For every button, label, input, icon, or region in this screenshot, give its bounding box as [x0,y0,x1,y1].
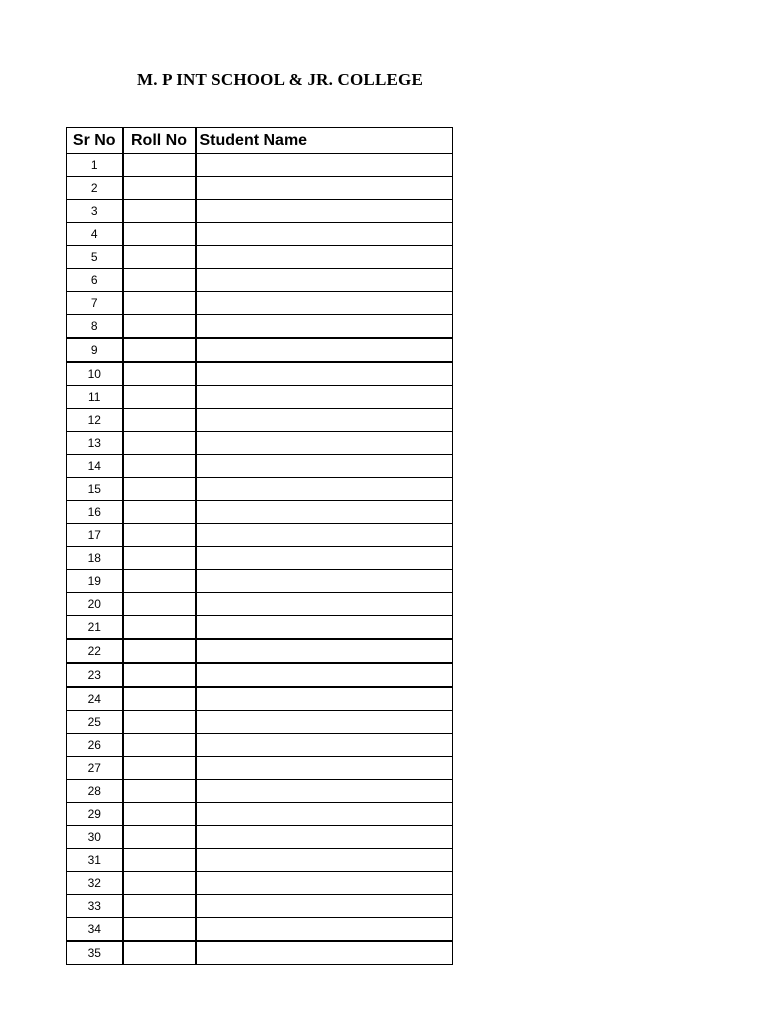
sr-no-cell: 16 [67,501,123,524]
table-row [67,338,453,362]
table-row [67,269,453,292]
student-name-cell[interactable] [196,478,453,501]
roll-no-cell[interactable] [123,362,196,386]
roll-no-cell[interactable] [123,687,196,711]
table-row [67,941,453,965]
roll-no-cell[interactable] [123,154,196,177]
student-name-cell[interactable] [196,292,453,315]
roll-no-cell[interactable] [123,246,196,269]
student-name-cell[interactable] [196,872,453,895]
table-row [67,524,453,547]
sr-no-cell: 19 [67,570,123,593]
sr-no-cell: 27 [67,757,123,780]
table-row [67,547,453,570]
roll-no-cell[interactable] [123,918,196,942]
roll-no-cell[interactable] [123,200,196,223]
student-name-cell[interactable] [196,570,453,593]
roll-no-cell[interactable] [123,803,196,826]
table-row [67,200,453,223]
student-name-cell[interactable] [196,362,453,386]
student-name-cell[interactable] [196,593,453,616]
student-name-cell[interactable] [196,338,453,362]
roll-no-cell[interactable] [123,478,196,501]
sr-no-cell: 14 [67,455,123,478]
sr-no-cell: 18 [67,547,123,570]
roll-no-cell[interactable] [123,570,196,593]
student-name-cell[interactable] [196,803,453,826]
student-name-cell[interactable] [196,223,453,246]
sr-no-cell: 23 [67,663,123,687]
roll-no-cell[interactable] [123,780,196,803]
roll-no-cell[interactable] [123,315,196,339]
table-row [67,386,453,409]
sr-no-cell: 35 [67,941,123,965]
table-row [67,315,453,339]
student-name-cell[interactable] [196,616,453,640]
table-body [67,154,453,965]
student-name-cell[interactable] [196,826,453,849]
sr-no-cell: 12 [67,409,123,432]
table-row [67,687,453,711]
table-row [67,246,453,269]
student-name-cell[interactable] [196,200,453,223]
roll-no-cell[interactable] [123,501,196,524]
student-name-cell[interactable] [196,757,453,780]
roll-no-cell[interactable] [123,269,196,292]
sr-no-cell: 7 [67,292,123,315]
sr-no-cell: 17 [67,524,123,547]
column-header-roll-no: Roll No [123,128,196,154]
roll-no-cell[interactable] [123,223,196,246]
student-name-cell[interactable] [196,918,453,942]
table-row [67,803,453,826]
table-row [67,872,453,895]
roll-no-cell[interactable] [123,941,196,965]
sr-no-cell: 20 [67,593,123,616]
table-row [67,593,453,616]
student-name-cell[interactable] [196,780,453,803]
student-name-cell[interactable] [196,849,453,872]
student-name-cell[interactable] [196,941,453,965]
roll-no-cell[interactable] [123,872,196,895]
table-row [67,918,453,942]
student-name-cell[interactable] [196,639,453,663]
table-row [67,757,453,780]
table-row [67,663,453,687]
sr-no-cell: 30 [67,826,123,849]
table-row [67,409,453,432]
sr-no-cell: 24 [67,687,123,711]
student-name-cell[interactable] [196,246,453,269]
column-header-student-name: Student Name [196,128,453,154]
sr-no-cell: 29 [67,803,123,826]
student-name-cell[interactable] [196,315,453,339]
sr-no-cell: 26 [67,734,123,757]
sr-no-cell: 28 [67,780,123,803]
roll-no-cell[interactable] [123,338,196,362]
student-name-cell[interactable] [196,547,453,570]
roll-no-cell[interactable] [123,409,196,432]
sr-no-cell: 6 [67,269,123,292]
table-row [67,570,453,593]
table-row [67,849,453,872]
roll-no-cell[interactable] [123,826,196,849]
table-row [67,455,453,478]
sr-no-cell: 4 [67,223,123,246]
table-row [67,780,453,803]
student-name-cell[interactable] [196,687,453,711]
roll-no-cell[interactable] [123,616,196,640]
table-row [67,154,453,177]
sr-no-cell: 34 [67,918,123,942]
roll-no-cell[interactable] [123,663,196,687]
roll-no-cell[interactable] [123,895,196,918]
student-name-cell[interactable] [196,711,453,734]
sr-no-cell: 2 [67,177,123,200]
student-name-cell[interactable] [196,524,453,547]
student-name-cell[interactable] [196,663,453,687]
student-roster-table [66,127,453,965]
sr-no-cell: 22 [67,639,123,663]
student-name-cell[interactable] [196,432,453,455]
student-name-cell[interactable] [196,455,453,478]
roll-no-cell[interactable] [123,524,196,547]
roll-no-cell[interactable] [123,849,196,872]
table-row [67,177,453,200]
roll-no-cell[interactable] [123,547,196,570]
student-name-cell[interactable] [196,409,453,432]
student-name-cell[interactable] [196,269,453,292]
roll-no-cell[interactable] [123,593,196,616]
roll-no-cell[interactable] [123,639,196,663]
student-name-cell[interactable] [196,501,453,524]
table-row [67,478,453,501]
roll-no-cell[interactable] [123,734,196,757]
table-row [67,826,453,849]
table-row [67,362,453,386]
roll-no-cell[interactable] [123,432,196,455]
table-row [67,711,453,734]
student-name-cell[interactable] [196,895,453,918]
roll-no-cell[interactable] [123,177,196,200]
sr-no-cell: 13 [67,432,123,455]
roll-no-cell[interactable] [123,455,196,478]
student-name-cell[interactable] [196,177,453,200]
table-row [67,292,453,315]
sr-no-cell: 8 [67,315,123,339]
column-header-sr-no: Sr No [67,128,123,154]
sr-no-cell: 15 [67,478,123,501]
table-row [67,501,453,524]
sr-no-cell: 3 [67,200,123,223]
sr-no-cell: 10 [67,362,123,386]
roll-no-cell[interactable] [123,757,196,780]
table-row [67,639,453,663]
table-row [67,616,453,640]
student-name-cell[interactable] [196,734,453,757]
student-name-cell[interactable] [196,154,453,177]
roll-no-cell[interactable] [123,386,196,409]
table-header-row [67,128,453,154]
table-row [67,432,453,455]
roll-no-cell[interactable] [123,711,196,734]
sr-no-cell: 21 [67,616,123,640]
sr-no-cell: 33 [67,895,123,918]
sr-no-cell: 25 [67,711,123,734]
sr-no-cell: 31 [67,849,123,872]
table-row [67,223,453,246]
student-name-cell[interactable] [196,386,453,409]
page-title: M. P INT SCHOOL & JR. COLLEGE [136,70,424,89]
roll-no-cell[interactable] [123,292,196,315]
table-row [67,734,453,757]
sr-no-cell: 5 [67,246,123,269]
table-row [67,895,453,918]
sr-no-cell: 11 [67,386,123,409]
sr-no-cell: 32 [67,872,123,895]
sr-no-cell: 9 [67,338,123,362]
sr-no-cell: 1 [67,154,123,177]
